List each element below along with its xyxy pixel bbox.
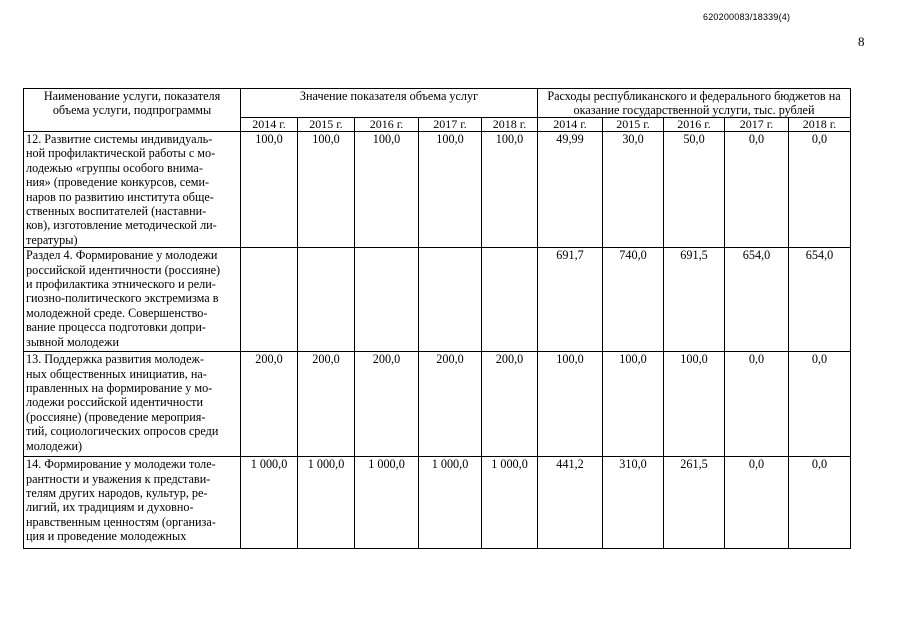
row-name: 13. Поддержка развития молодеж- ных общественных инициатив, на- правленных на формирование у мо- лодежи российской идентичности (россияне) (проведение мероприя- тий, социологических опросов среди молодежи) xyxy=(24,352,241,457)
year-header-volume-3: 2017 г. xyxy=(419,118,482,132)
table-cell xyxy=(355,248,419,352)
table-cell: 100,0 xyxy=(538,352,603,457)
page-number: 8 xyxy=(858,34,865,49)
year-header-volume-4: 2018 г. xyxy=(482,118,538,132)
table-cell: 200,0 xyxy=(419,352,482,457)
table-cell: 654,0 xyxy=(789,248,851,352)
year-header-expense-0: 2014 г. xyxy=(538,118,603,132)
table-cell: 441,2 xyxy=(538,457,603,549)
column-group-expenses: Расходы республиканского и федерального бюджетов на оказание государственной услуги, тыс. рублей xyxy=(538,89,851,118)
table-cell: 200,0 xyxy=(298,352,355,457)
table-cell: 0,0 xyxy=(725,457,789,549)
table-cell: 1 000,0 xyxy=(419,457,482,549)
table-cell: 691,5 xyxy=(664,248,725,352)
table-cell: 100,0 xyxy=(482,132,538,248)
document-id: 620200083/18339(4) xyxy=(703,12,791,22)
table-cell: 0,0 xyxy=(789,457,851,549)
table-cell: 100,0 xyxy=(355,132,419,248)
table-cell: 100,0 xyxy=(419,132,482,248)
table-cell: 1 000,0 xyxy=(355,457,419,549)
table-cell: 261,5 xyxy=(664,457,725,549)
table-cell: 691,7 xyxy=(538,248,603,352)
table-cell: 310,0 xyxy=(603,457,664,549)
table-cell xyxy=(419,248,482,352)
year-header-volume-1: 2015 г. xyxy=(298,118,355,132)
column-group-volume: Значение показателя объема услуг xyxy=(241,89,538,118)
table-cell: 50,0 xyxy=(664,132,725,248)
table-row xyxy=(24,248,851,352)
row-name: 12. Развитие системы индивидуаль- ной профилактической работы с мо- лодежью «группы особого внима- ния» (проведение конкурсов, семи- наров по развитию института обще- ственных воспитателей (наставни- ков), изготовление методической ли- тературы) xyxy=(24,132,241,248)
year-header-expense-3: 2017 г. xyxy=(725,118,789,132)
table-cell: 100,0 xyxy=(603,352,664,457)
year-header-volume-2: 2016 г. xyxy=(355,118,419,132)
table-cell: 200,0 xyxy=(241,352,298,457)
table-cell xyxy=(241,248,298,352)
table-row xyxy=(24,352,851,457)
table-cell: 100,0 xyxy=(241,132,298,248)
table-cell: 740,0 xyxy=(603,248,664,352)
table-cell: 200,0 xyxy=(355,352,419,457)
table-cell: 0,0 xyxy=(789,352,851,457)
table-row xyxy=(24,132,851,248)
table-cell: 654,0 xyxy=(725,248,789,352)
year-header-expense-4: 2018 г. xyxy=(789,118,851,132)
row-name: 14. Формирование у молодежи толе- рантности и уважения к представи- телям других народов, культур, ре- лигий, их традициям и духовно- нравственным ценностям (организа- ция и проведение молодежных xyxy=(24,457,241,549)
services-table xyxy=(23,88,851,549)
year-header-expense-1: 2015 г. xyxy=(603,118,664,132)
column-header-name: Наименование услуги, показателя объема услуги, подпрограммы xyxy=(24,89,241,132)
table-cell xyxy=(482,248,538,352)
row-name: Раздел 4. Формирование у молодежи российской идентичности (россияне) и профилактика этнического и рели- гиозно-политического экстремизма в молодежной среде. Совершенство- вание процесса подготовки допри- зывной молодежи xyxy=(24,248,241,352)
table-cell: 30,0 xyxy=(603,132,664,248)
table-cell: 0,0 xyxy=(725,352,789,457)
table-cell: 0,0 xyxy=(789,132,851,248)
table-row xyxy=(24,457,851,549)
table-cell: 100,0 xyxy=(664,352,725,457)
table-cell: 49,99 xyxy=(538,132,603,248)
table-cell: 0,0 xyxy=(725,132,789,248)
table-cell: 1 000,0 xyxy=(482,457,538,549)
year-header-expense-2: 2016 г. xyxy=(664,118,725,132)
header-row xyxy=(24,89,851,118)
table-cell xyxy=(298,248,355,352)
table-cell: 1 000,0 xyxy=(241,457,298,549)
table-cell: 200,0 xyxy=(482,352,538,457)
table-cell: 100,0 xyxy=(298,132,355,248)
year-header-volume-0: 2014 г. xyxy=(241,118,298,132)
table-cell: 1 000,0 xyxy=(298,457,355,549)
